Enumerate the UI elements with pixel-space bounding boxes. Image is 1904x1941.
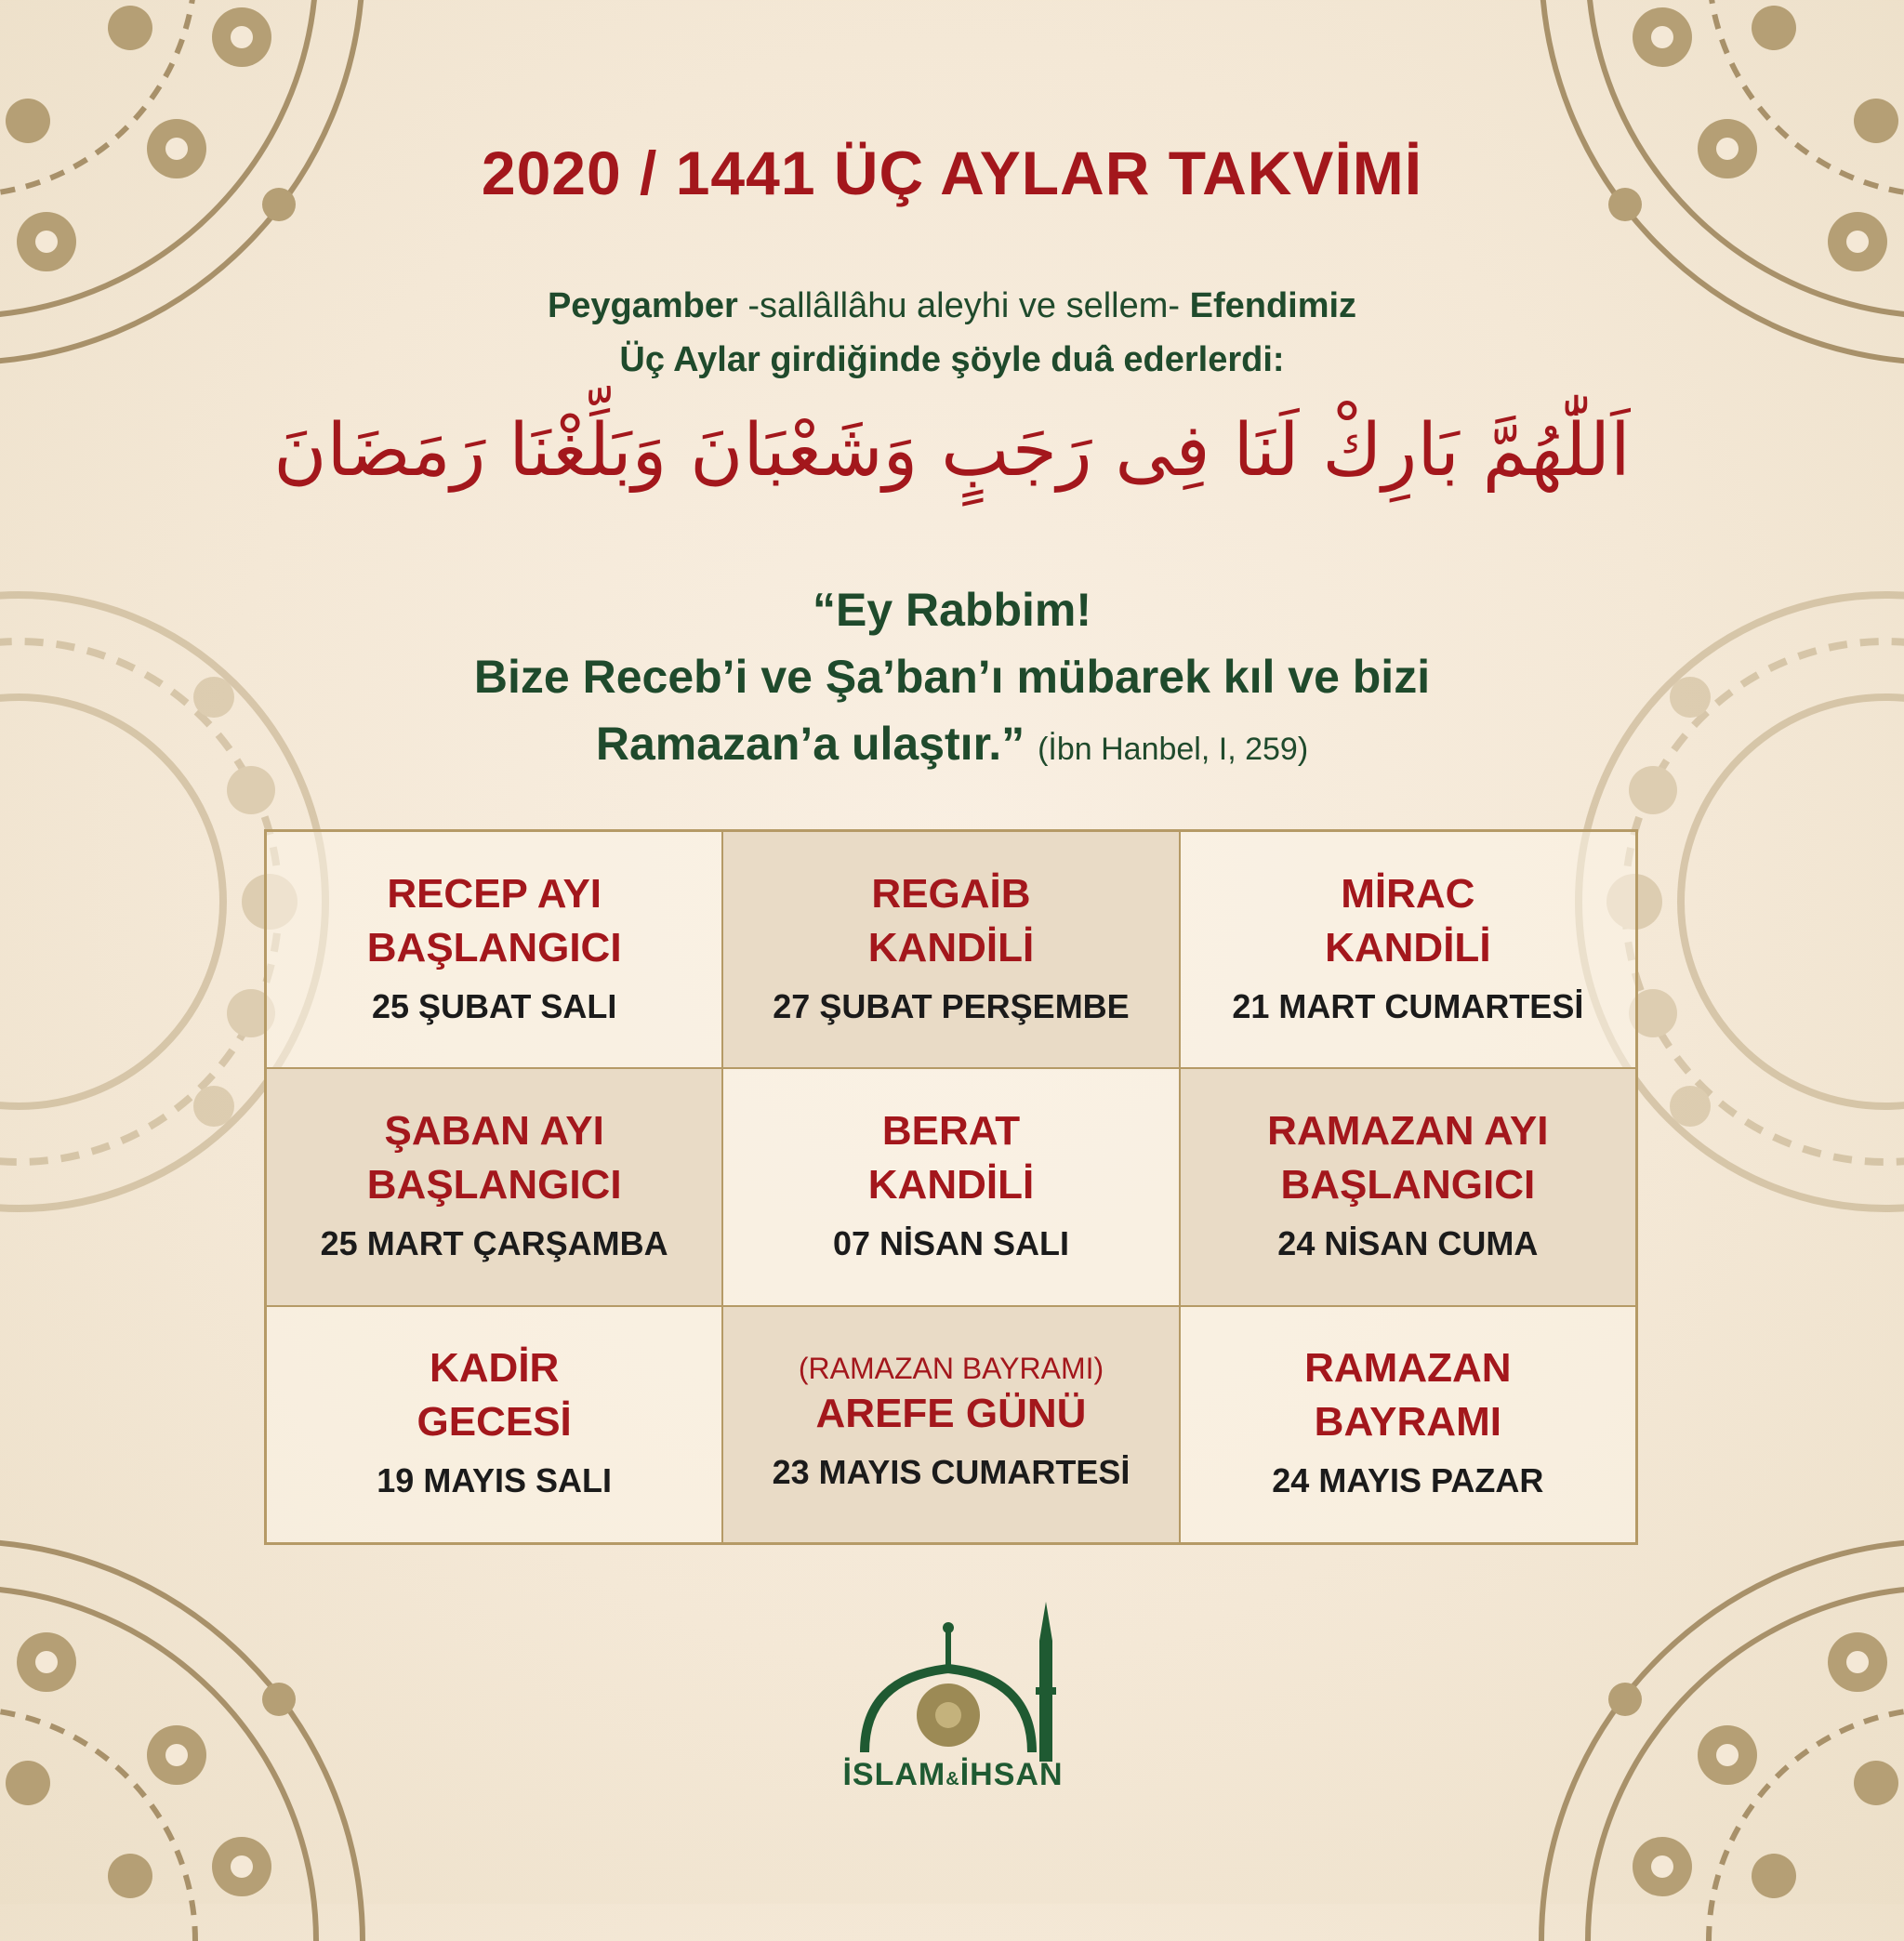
event-date: 23 MAYIS CUMARTESİ bbox=[772, 1453, 1130, 1492]
event-name-line-2: KANDİLİ bbox=[867, 1161, 1035, 1208]
event-date: 21 MART CUMARTESİ bbox=[1232, 986, 1584, 1025]
event-date: 19 MAYIS SALI bbox=[377, 1461, 613, 1500]
event-date: 24 NİSAN CUMA bbox=[1277, 1223, 1539, 1262]
intro-line-1 bbox=[0, 279, 1904, 333]
event-cell-saban bbox=[266, 1068, 722, 1305]
intro-text bbox=[0, 279, 1904, 387]
event-name-line-1: ŞABAN AYI bbox=[384, 1107, 604, 1154]
event-name-line-1: KADİR bbox=[430, 1345, 560, 1392]
event-cell-mirac bbox=[1180, 831, 1636, 1068]
event-name-line-2: BAŞLANGICI bbox=[366, 1161, 622, 1208]
dua-translation bbox=[0, 576, 1904, 783]
event-name-prefix: (RAMAZAN BAYRAMI) bbox=[798, 1352, 1104, 1386]
event-date: 25 ŞUBAT SALI bbox=[371, 986, 617, 1025]
intro-bold-peygamber: Peygamber bbox=[547, 286, 738, 325]
event-name-line-1: MİRAC bbox=[1341, 870, 1475, 917]
event-name-line-1: RECEP AYI bbox=[387, 870, 602, 917]
event-cell-berat bbox=[722, 1068, 1179, 1305]
arabic-dua: اَللّٰهُمَّ بَارِكْ لَنَا فِى رَجَبٍ وَشَعْبَانَ وَبَلِّغْنَا رَمَضَانَ bbox=[273, 409, 1631, 493]
event-name-line-2: KANDİLİ bbox=[1325, 924, 1491, 970]
logo-part-2: İHSAN bbox=[959, 1757, 1064, 1792]
translation-line-2: Bize Receb’i ve Şa’ban’ı mübarek kıl ve bizi bbox=[473, 651, 1431, 703]
event-name-line-2: GECESİ bbox=[416, 1399, 572, 1446]
event-date: 25 MART ÇARŞAMBA bbox=[320, 1223, 668, 1262]
translation-source: (İbn Hanbel, I, 259) bbox=[1038, 732, 1309, 767]
brand-logo-text bbox=[809, 1757, 1097, 1793]
event-cell-regaib bbox=[722, 831, 1179, 1068]
page-title: 2020 / 1441 ÜÇ AYLAR TAKVİMİ bbox=[481, 139, 1423, 207]
logo-ampersand: & bbox=[945, 1769, 960, 1789]
event-cell-recep bbox=[266, 831, 722, 1068]
event-name-line-2: BAŞLANGICI bbox=[1280, 1161, 1536, 1208]
event-cell-ramazan-start bbox=[1180, 1068, 1636, 1305]
event-cell-kadir bbox=[266, 1306, 722, 1543]
event-name-line-1: RAMAZAN AYI bbox=[1267, 1107, 1549, 1154]
intro-salawat: -sallâllâhu aleyhi ve sellem- bbox=[737, 286, 1190, 325]
event-name-line-1: BERAT bbox=[881, 1107, 1021, 1154]
event-date: 27 ŞUBAT PERŞEMBE bbox=[773, 986, 1130, 1025]
event-cell-bayram bbox=[1180, 1306, 1636, 1543]
corner-ornament-bottom-right bbox=[1514, 1513, 1904, 1941]
translation-line-3 bbox=[0, 710, 1904, 783]
intro-line-2: Üç Aylar girdiğinde şöyle duâ ederlerdi: bbox=[619, 340, 1285, 379]
translation-line-1: “Ey Rabbim! bbox=[812, 584, 1092, 636]
calendar-table bbox=[264, 829, 1638, 1545]
event-name-line-2: KANDİLİ bbox=[867, 924, 1035, 970]
event-date: 07 NİSAN SALI bbox=[832, 1223, 1070, 1262]
intro-bold-efendimiz: Efendimiz bbox=[1189, 286, 1357, 325]
event-name-line-1: REGAİB bbox=[871, 870, 1031, 917]
event-date: 24 MAYIS PAZAR bbox=[1272, 1461, 1544, 1500]
translation-line-3-text: Ramazan’a ulaştır.” bbox=[595, 718, 1025, 770]
logo-part-1: İSLAM bbox=[842, 1757, 946, 1792]
corner-ornament-bottom-left bbox=[0, 1513, 390, 1941]
event-name-line-1: RAMAZAN bbox=[1304, 1345, 1512, 1392]
event-cell-arefe bbox=[722, 1306, 1179, 1543]
event-name-line-2: BAYRAMI bbox=[1314, 1399, 1501, 1446]
event-name-line-2: BAŞLANGICI bbox=[366, 924, 622, 970]
event-name-line-1: AREFE GÜNÜ bbox=[815, 1391, 1087, 1437]
